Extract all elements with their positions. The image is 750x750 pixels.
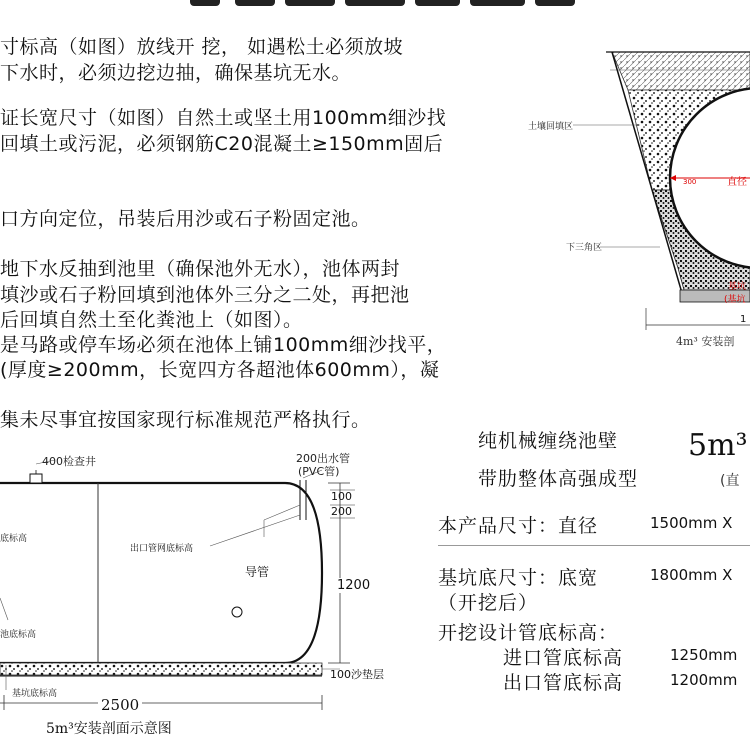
spec-line-1: 纯机械缠绕池壁	[478, 430, 619, 452]
manhole-label: 400检查井	[42, 455, 96, 468]
instruction-line: 口方向定位，吊装后用沙或石子粉固定池。	[0, 208, 371, 230]
instruction-line: 下水时，必须边挖边抽，确保基坑无水。	[0, 62, 352, 84]
right-diagram-caption: 4m³ 安装剖	[676, 335, 735, 348]
instruction-line: 寸标高（如图）放线开 挖， 如遇松土必须放坡	[0, 36, 404, 58]
inlet-elevation-label: 进口管底标高	[503, 647, 624, 669]
length-2500-label: 2500	[98, 696, 142, 714]
bottom-dim-label: 1	[740, 314, 747, 325]
height-1200-label: 1200	[337, 578, 371, 593]
instruction-line: 回填土或污泥，必须钢筋C20混凝土≥150mm固后	[0, 133, 444, 155]
pit-label-red-2: (基坑	[724, 295, 746, 305]
outlet-bottom-elevation-label: 出口管网底标高	[130, 544, 194, 554]
design-elevation-label: 开挖设计管底标高：	[438, 622, 619, 644]
spec-line-2: 带肋整体高强成型	[478, 468, 639, 490]
instruction-line: 集未尽事宜按国家现行标准规范严格执行。	[0, 409, 371, 431]
product-size-label: 本产品尺寸：直径	[438, 515, 599, 537]
dim-200-label: 200	[331, 505, 352, 518]
guide-pipe-label: 导管	[245, 565, 270, 579]
pit-label-red: 基坑	[728, 282, 747, 292]
dim-100-top-label: 100	[331, 490, 352, 503]
product-size-value: 1500mm X	[650, 514, 733, 532]
left-diagram-caption: 5m³安装剖面示意图	[46, 721, 172, 737]
instruction-line: 地下水反抽到池里（确保池外无水），池体两封	[0, 258, 401, 280]
instruction-line: (厚度≥200mm，长宽四方各超池体600mm），凝	[0, 359, 440, 381]
pit-size-label: 基坑底尺寸：底宽	[438, 567, 599, 589]
outlet-pipe-material-label: (PVC管)	[298, 465, 340, 478]
model-sub-label: (直	[720, 473, 740, 489]
instruction-line: 填沙或石子粉回填到池体外三分之二处，再把池	[0, 284, 410, 306]
instruction-line: 证长宽尺寸（如图）自然土或坚土用100mm细沙找	[0, 107, 447, 129]
outlet-elevation-label: 出口管底标高	[503, 672, 624, 694]
instruction-line: 是马路或停车场必须在池体上铺100mm细沙找平，	[0, 334, 447, 356]
backfill-zone-label: 土壤回填区	[528, 122, 574, 132]
model-label: 5m³	[688, 428, 748, 463]
outlet-elevation-value: 1200mm	[670, 671, 738, 689]
pit-size-value: 1800mm X	[650, 566, 733, 584]
dim-300-label: 300	[683, 178, 697, 186]
diameter-label: 直径	[727, 177, 747, 188]
pit-bottom-elevation-label: 基坑底标高	[12, 689, 58, 699]
inlet-elevation-value: 1250mm	[670, 646, 738, 664]
triangle-zone-label: 下三角区	[566, 243, 603, 253]
sand-layer-label: 100沙垫层	[330, 668, 384, 681]
divider-line	[438, 545, 750, 546]
tank-bottom-elevation-label: 池底标高	[0, 630, 37, 640]
pit-size-note: （开挖后）	[438, 592, 539, 614]
left-elevation-label: 底标高	[0, 534, 28, 544]
outlet-pipe-label: 200出水管	[296, 452, 350, 465]
instruction-line: 后回填自然土至化粪池上（如图）。	[0, 309, 303, 331]
